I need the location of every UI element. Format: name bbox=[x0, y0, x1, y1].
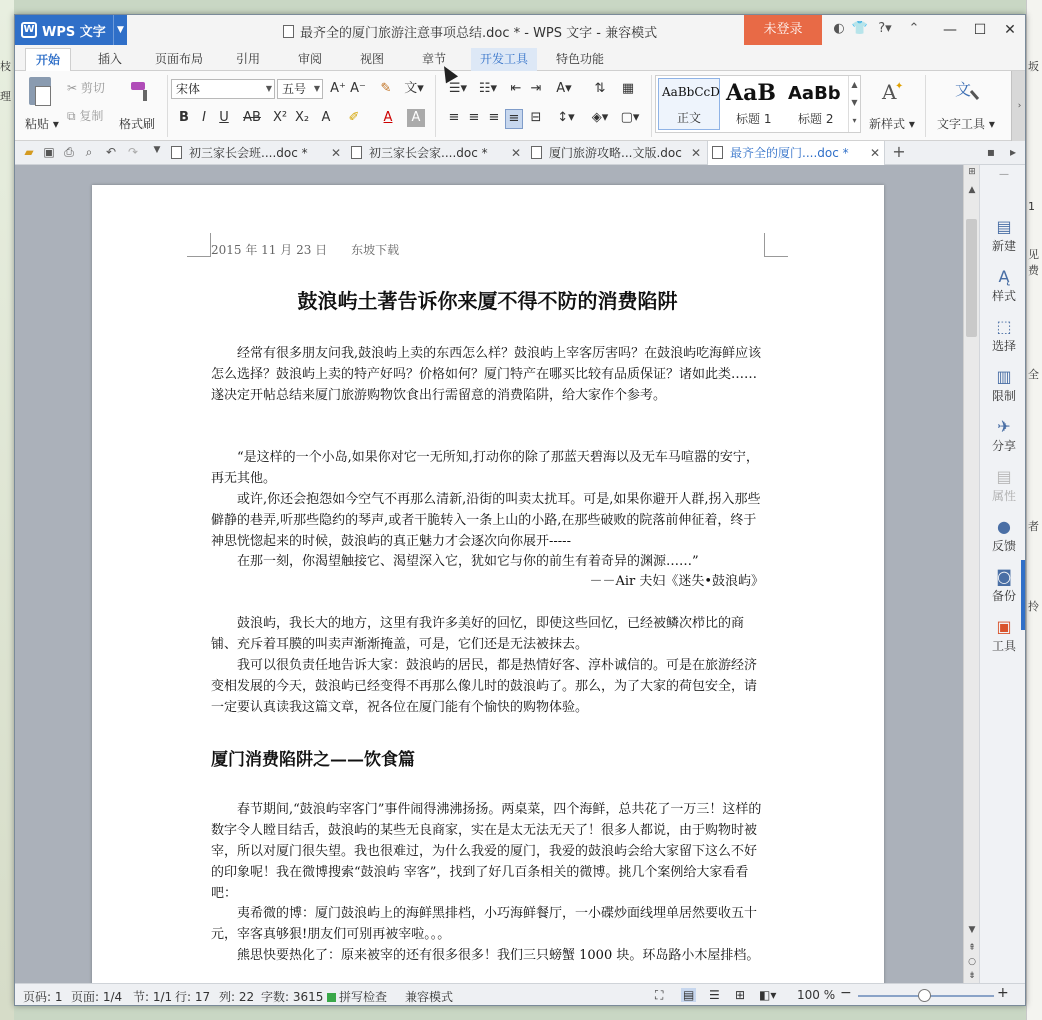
scroll-up-icon[interactable]: ▲ bbox=[968, 185, 976, 195]
panel-styles[interactable]: Ą 样式 bbox=[980, 267, 1026, 304]
shrink-font-icon[interactable]: A⁻ bbox=[350, 81, 366, 96]
font-size-select[interactable]: 五号 ▼ bbox=[277, 79, 323, 99]
app-name: WPS 文字 bbox=[42, 24, 106, 40]
quick-access-dropdown-icon[interactable]: ▼ bbox=[153, 145, 161, 155]
distribute-icon[interactable]: ⊟ bbox=[530, 110, 542, 125]
status-section: 节: 1/1 bbox=[133, 990, 173, 1004]
close-tab-icon[interactable]: ✕ bbox=[869, 146, 880, 160]
paragraph: 在那一刻，你渴望触接它、渴望深入它，犹如它与你的前生有着奇异的渊源……” bbox=[237, 554, 699, 569]
style-scroll-icon[interactable]: ▲ ▼ ▾ bbox=[848, 76, 860, 132]
document-icon bbox=[171, 146, 182, 159]
char-shading-icon[interactable]: A bbox=[407, 109, 425, 127]
spell-check-icon bbox=[327, 993, 336, 1002]
paste-button[interactable]: 粘贴 ▾ bbox=[25, 117, 59, 131]
document-icon bbox=[531, 146, 542, 159]
quote-source: －－Air 夫妇《迷失•鼓浪屿》 bbox=[589, 574, 764, 589]
prev-page-icon[interactable]: ⇞ bbox=[968, 943, 976, 953]
login-button[interactable]: 未登录 bbox=[744, 15, 822, 45]
strikethrough-icon[interactable]: AB bbox=[243, 110, 261, 125]
panel-restrict[interactable]: ▥ 限制 bbox=[980, 367, 1026, 404]
desktop-text: 见费 bbox=[1028, 248, 1039, 277]
close-tab-icon[interactable]: ✕ bbox=[330, 146, 341, 160]
title-bar bbox=[15, 15, 1026, 45]
numbering-icon[interactable]: ☷▾ bbox=[478, 81, 498, 96]
next-page-icon[interactable]: ⇟ bbox=[968, 971, 976, 981]
format-painter-button[interactable]: 格式刷 bbox=[119, 117, 156, 131]
paragraph: 鼓浪屿，我长大的地方，这里有我许多美好的回忆，即使这些回忆，已经被鳞次栉比的商铺、充斥着耳膜的叫卖声渐渐掩盖，可是，它们还是无法被抹去。 bbox=[211, 616, 745, 652]
properties-icon: ▤ bbox=[996, 467, 1012, 486]
paragraph: 或许,你还会抱怨如今空气不再那么清新,沿街的叫卖太扰耳。可是,如果你避开人群,拐入那些僻静的巷弄,听那些隐约的琴声,或者干脆转入一条上山的小路,在那些破败的院落前伸征着，终于神思恍惚起来的时候，鼓浪屿的真正魅力才会逐次向你展开----- bbox=[211, 492, 761, 549]
panel-feedback[interactable]: ● 反馈 bbox=[980, 517, 1026, 554]
svg-text:文: 文 bbox=[955, 80, 972, 99]
status-column: 列: 22 bbox=[219, 990, 255, 1004]
svg-text:✦: ✦ bbox=[895, 81, 904, 92]
doc-tab-label: 初三家长会家....doc * bbox=[369, 146, 488, 160]
full-screen-icon[interactable]: ⛶ bbox=[655, 988, 664, 1002]
divider bbox=[167, 75, 168, 137]
tab-chapter[interactable]: 章节 bbox=[421, 52, 446, 66]
print-icon[interactable]: ⎙ bbox=[64, 145, 74, 159]
tab-menu-icon[interactable]: ▸ bbox=[1009, 145, 1017, 159]
shading-icon[interactable]: ◈▾ bbox=[591, 110, 609, 125]
close-button[interactable]: ✕ bbox=[1004, 22, 1016, 38]
desktop-left-edge bbox=[0, 0, 14, 1020]
margin-marker bbox=[764, 233, 788, 257]
zoom-slider-knob[interactable] bbox=[918, 989, 931, 1002]
phonetic-icon[interactable]: 文▾ bbox=[404, 81, 424, 96]
backup-icon: ◙ bbox=[996, 567, 1012, 586]
select-browse-icon[interactable]: ○ bbox=[968, 957, 976, 967]
feedback-icon: ● bbox=[997, 517, 1011, 536]
underline-icon[interactable]: U bbox=[219, 110, 229, 125]
panel-backup[interactable]: ◙ 备份 bbox=[980, 567, 1026, 604]
desktop-text: 1 bbox=[1028, 200, 1035, 213]
format-painter-icon[interactable] bbox=[127, 79, 153, 103]
style-name: 正文 bbox=[677, 111, 702, 125]
desktop-text: 者 bbox=[1028, 520, 1039, 533]
font-color-icon[interactable]: A bbox=[383, 110, 393, 125]
desktop-right-edge bbox=[1026, 0, 1042, 1020]
status-page-num: 页码: 1 bbox=[23, 990, 63, 1004]
save-icon[interactable]: ▣ bbox=[43, 145, 55, 159]
paragraph: “是这样的一个小岛,如果你对它一无所知,打动你的除了那蓝天碧海以及无车马喧嚣的安宁，再无其他。 bbox=[211, 450, 759, 486]
tab-review[interactable]: 审阅 bbox=[297, 52, 322, 66]
tab-page-layout[interactable]: 页面布局 bbox=[154, 52, 203, 66]
section-heading: 厦门消费陷阱之——饮食篇 bbox=[211, 750, 415, 770]
status-compat-mode: 兼容模式 bbox=[405, 990, 454, 1004]
ribbon-scroll-bar[interactable]: › bbox=[1011, 71, 1026, 141]
table-border-icon[interactable]: ▦ bbox=[621, 81, 635, 96]
paragraph: 春节期间,“鼓浪屿宰客门”事件闹得沸沸扬扬。两桌菜，四个海鲜，总共花了一万三！这样的数字令人瞠目结舌，鼓浪屿的某些无良商家，实在是太无法无天了！很多人都说，由于购物时被宰，所以对厦门很失望。我也很难过，为什么我爱的厦门，我爱的鼓浪屿会给大家留下这么不好的印象呢！我在微博搜索“鼓浪屿 宰客”，找到了好几百条相关的微博。挑几个案例给大家看看吧： bbox=[211, 802, 762, 901]
open-icon[interactable]: ▰ bbox=[24, 145, 34, 159]
new-tab-icon[interactable]: + bbox=[892, 142, 906, 161]
new-style-icon[interactable] bbox=[879, 79, 905, 103]
style-sample: AaBbCcD bbox=[662, 85, 720, 99]
document-title: 鼓浪屿土著告诉你来厦不得不防的消费陷阱 bbox=[297, 289, 678, 313]
panel-collapse-handle[interactable] bbox=[1021, 560, 1026, 630]
panel-new[interactable]: ▤ 新建 bbox=[980, 217, 1026, 254]
wps-window bbox=[14, 14, 1026, 1006]
maximize-button[interactable]: ☐ bbox=[973, 22, 987, 38]
doc-tab-label: 厦门旅游攻略...文版.doc bbox=[549, 146, 682, 160]
page-view-icon[interactable]: ▤ bbox=[683, 988, 695, 1002]
doc-tab[interactable] bbox=[167, 141, 345, 165]
svg-text:A: A bbox=[882, 80, 897, 103]
align-left-icon[interactable]: ≡ bbox=[448, 110, 460, 125]
reading-view-icon[interactable]: ◧▾ bbox=[759, 988, 777, 1002]
divider bbox=[925, 75, 926, 137]
collapse-ribbon-icon[interactable]: ⌃ bbox=[908, 21, 920, 36]
scroll-down-icon[interactable]: ▼ bbox=[968, 925, 976, 935]
minimize-button[interactable]: — bbox=[943, 22, 957, 38]
decrease-indent-icon[interactable]: ⇤ bbox=[510, 81, 522, 96]
cut-button[interactable]: ✂ 剪切 bbox=[67, 81, 105, 95]
status-pages: 页面: 1/4 bbox=[71, 990, 123, 1004]
zoom-level[interactable]: 100 % bbox=[797, 988, 836, 1002]
copy-button[interactable]: ⧉ 复制 bbox=[67, 109, 104, 123]
paragraph: 夷希微的博：厦门鼓浪屿上的海鲜黑排档，小巧海鲜餐厅，一小碟炒面线埋单居然要收五十元，宰客真够狠!朋友们可别再被宰啦。。。 bbox=[211, 906, 758, 942]
tab-view[interactable]: 视图 bbox=[359, 52, 384, 66]
new-doc-icon: ▤ bbox=[996, 217, 1012, 236]
doc-tab[interactable] bbox=[527, 141, 705, 165]
tab-insert[interactable]: 插入 bbox=[97, 52, 122, 66]
panel-properties[interactable]: ▤ 属性 bbox=[980, 467, 1026, 504]
close-tab-icon[interactable]: ✕ bbox=[510, 146, 521, 160]
divider bbox=[651, 75, 652, 137]
status-bar bbox=[15, 983, 1026, 1006]
cloud-icon[interactable]: ◐ bbox=[833, 21, 845, 36]
sort-icon[interactable]: ⇅ bbox=[594, 81, 606, 96]
paragraph: 我可以很负责任地告诉大家：鼓浪屿的居民，都是热情好客、淳朴诚信的。可是在旅游经济变相发展的今天，鼓浪屿已经变得不再那么像儿时的鼓浪屿了。那么，为了大家的荷包安全，请一定要认真读我这篇文章，祝各位在厦门能有个愉快的购物体验。 bbox=[211, 658, 758, 715]
zoom-in-icon[interactable]: + bbox=[997, 985, 1009, 1001]
task-panel bbox=[979, 165, 1026, 983]
style-name: 标题 1 bbox=[736, 112, 772, 126]
restrict-icon: ▥ bbox=[996, 367, 1012, 386]
document-canvas[interactable] bbox=[15, 165, 963, 983]
bullets-icon[interactable]: ☰▾ bbox=[448, 81, 468, 96]
panel-menu-icon[interactable]: — bbox=[999, 169, 1009, 180]
doc-tab-active[interactable] bbox=[707, 141, 885, 165]
justify-icon[interactable]: ≡ bbox=[505, 109, 523, 129]
align-right-icon[interactable]: ≡ bbox=[488, 110, 500, 125]
superscript-icon[interactable]: X² bbox=[272, 110, 288, 125]
close-tab-icon[interactable]: ✕ bbox=[690, 146, 701, 160]
window-title-text: 最齐全的厦门旅游注意事项总结.doc * - WPS 文字 - 兼容模式 bbox=[300, 26, 658, 41]
document-icon bbox=[712, 146, 723, 159]
select-icon: ⬚ bbox=[996, 317, 1012, 336]
desktop-text: 拎 bbox=[1028, 600, 1039, 613]
doc-tab[interactable] bbox=[347, 141, 525, 165]
paragraph: 经常有很多朋友问我,鼓浪屿上卖的东西怎么样？鼓浪屿上宰客厉害吗？在鼓浪屿吃海鲜应该怎么选择？鼓浪屿上卖的特产好吗？价格如何？厦门特产在哪买比较有品质保证？诸如此类……遂决定开帖总结来厦门旅游购物饮食出行需留意的消费陷阱，给大家作个参考。 bbox=[211, 346, 762, 403]
text-tools-button[interactable]: 文字工具 ▾ bbox=[937, 117, 995, 131]
style-heading-2[interactable] bbox=[786, 78, 848, 130]
desktop-text: 枝 bbox=[0, 60, 11, 73]
text-direction-icon[interactable]: A▾ bbox=[556, 81, 572, 96]
tab-list-icon[interactable]: ▪ bbox=[986, 145, 996, 159]
highlight-icon[interactable]: ✐ bbox=[348, 110, 360, 125]
skin-icon[interactable]: 👕 bbox=[851, 21, 869, 36]
scroll-thumb[interactable] bbox=[966, 219, 977, 337]
share-icon: ✈ bbox=[997, 417, 1011, 436]
chevron-down-icon[interactable]: ▼ bbox=[113, 15, 127, 45]
ruler-toggle-icon[interactable]: ⊞ bbox=[968, 167, 976, 177]
spell-check-button[interactable]: 拼写检查 bbox=[327, 988, 387, 1005]
char-border-icon[interactable]: A bbox=[321, 110, 331, 125]
align-center-icon[interactable]: ≡ bbox=[468, 110, 480, 125]
tab-home[interactable]: 开始 bbox=[25, 48, 71, 71]
desktop-text: 坂 bbox=[1028, 60, 1039, 73]
panel-select[interactable]: ⬚ 选择 bbox=[980, 317, 1026, 354]
style-sample: AaB bbox=[726, 80, 776, 106]
paragraph: 熊思快要热化了：原来被宰的还有很多很多！我们三只螃蟹 1000 块。环岛路小木屋排档。 bbox=[237, 948, 760, 963]
desktop-text: 理 bbox=[0, 90, 11, 103]
style-normal[interactable] bbox=[658, 78, 720, 130]
panel-tools[interactable]: ▣ 工具 bbox=[980, 617, 1026, 654]
window-title bbox=[283, 22, 657, 41]
italic-icon[interactable]: I bbox=[202, 110, 206, 125]
undo-icon[interactable]: ↶ bbox=[105, 145, 117, 159]
app-menu-button[interactable] bbox=[15, 15, 127, 45]
tab-developer[interactable]: 开发工具 bbox=[471, 48, 537, 71]
wps-logo-icon: W bbox=[21, 22, 37, 38]
page-header: 2015 年 11 月 23 日 东坡下载 bbox=[211, 243, 400, 257]
clear-format-icon[interactable]: ✎ bbox=[380, 81, 392, 96]
help-icon[interactable]: ?▾ bbox=[878, 21, 892, 36]
grow-font-icon[interactable]: A⁺ bbox=[330, 81, 346, 96]
toolbox-icon: ▣ bbox=[996, 617, 1012, 636]
tab-references[interactable]: 引用 bbox=[235, 52, 260, 66]
outline-view-icon[interactable]: ☰ bbox=[709, 988, 720, 1002]
web-view-icon[interactable]: ⊞ bbox=[735, 988, 746, 1002]
margin-marker bbox=[187, 233, 211, 257]
status-line: 行: 17 bbox=[175, 990, 211, 1004]
print-preview-icon[interactable]: ⌕ bbox=[85, 145, 93, 159]
document-page[interactable] bbox=[92, 185, 884, 983]
style-gallery bbox=[655, 75, 861, 133]
zoom-out-icon[interactable]: − bbox=[840, 985, 852, 1001]
style-heading-1[interactable] bbox=[724, 78, 784, 130]
style-sample: AaBb bbox=[788, 83, 841, 104]
redo-icon[interactable]: ↷ bbox=[127, 145, 139, 159]
font-name-select[interactable]: 宋体 ▼ bbox=[171, 79, 275, 99]
increase-indent-icon[interactable]: ⇥ bbox=[530, 81, 542, 96]
line-spacing-icon[interactable]: ↕▾ bbox=[557, 110, 575, 125]
style-name: 标题 2 bbox=[798, 112, 834, 126]
status-word-count[interactable]: 字数: 3615 bbox=[261, 990, 324, 1004]
document-tabs-bar bbox=[15, 141, 1026, 165]
text-tools-icon[interactable] bbox=[953, 77, 981, 103]
doc-tab-label: 最齐全的厦门....doc * bbox=[730, 146, 849, 160]
divider bbox=[435, 75, 436, 137]
bold-icon[interactable]: B bbox=[179, 110, 189, 125]
panel-share[interactable]: ✈ 分享 bbox=[980, 417, 1026, 454]
doc-tab-label: 初三家长会班....doc * bbox=[189, 146, 308, 160]
paste-icon[interactable] bbox=[29, 77, 51, 105]
styles-icon: Ą bbox=[998, 267, 1010, 286]
vertical-scrollbar[interactable] bbox=[963, 165, 979, 983]
document-icon bbox=[351, 146, 362, 159]
document-icon bbox=[283, 25, 294, 38]
borders-icon[interactable]: ▢▾ bbox=[620, 110, 640, 125]
ribbon-tabs bbox=[15, 45, 1026, 71]
ribbon-home bbox=[15, 71, 1026, 141]
subscript-icon[interactable]: X₂ bbox=[294, 110, 310, 125]
desktop-text: 全 bbox=[1028, 368, 1039, 381]
new-style-button[interactable]: 新样式 ▾ bbox=[869, 117, 915, 131]
tab-features[interactable]: 特色功能 bbox=[555, 52, 604, 66]
